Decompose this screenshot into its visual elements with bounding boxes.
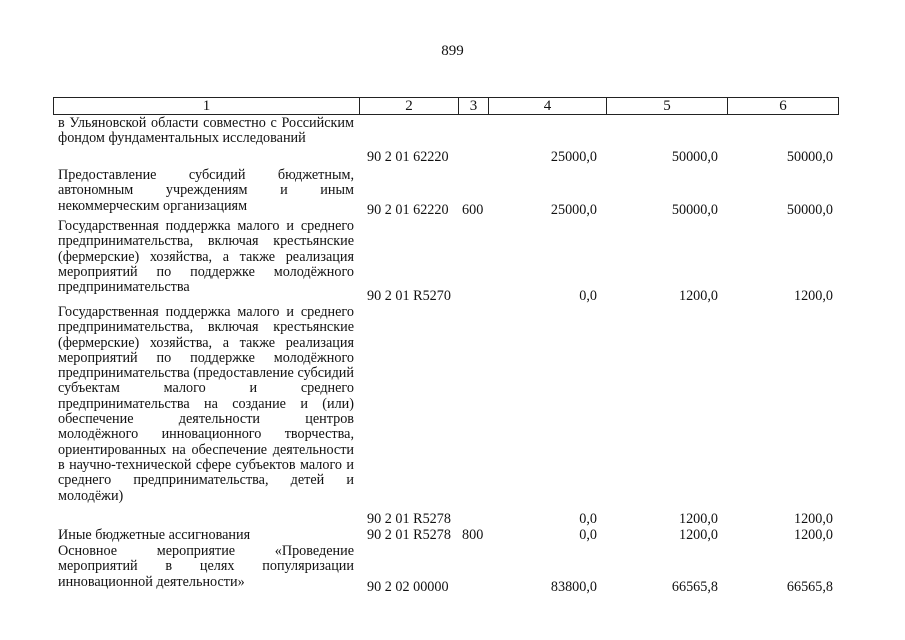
row-description: Основное мероприятие «Проведение мероприятий в целях популяризации инновационной деятельности» xyxy=(58,543,354,590)
row-value-col4: 0,0 xyxy=(579,288,597,304)
row-value-col6: 50000,0 xyxy=(786,202,833,218)
row-description: Государственная поддержка малого и среднего предпринимательства, включая крестьянские (фермерские) хозяйства, а также реализация мероприятий по поддержке молодёжного предпринимательства (предоставление субсидий субъектам малого и среднего предпринимательства на создание и (или) обеспечение деятельности центров молодёжного инновационного творчества, ориентированных на обеспечение деятельности в научно-технической сфере субъектов малого и среднего предпринимательства, детей и молодёжи) xyxy=(58,304,354,504)
row-description: Предоставление субсидий бюджетным, автономным учреждениям и иным некоммерческим организациям xyxy=(58,167,354,214)
row-code: 90 2 01 R5270 xyxy=(367,288,451,304)
column-header-6: 6 xyxy=(728,98,839,115)
row-description: Иные бюджетные ассигнования xyxy=(58,527,251,543)
row-value-col4: 0,0 xyxy=(579,511,597,527)
row-value-col5: 50000,0 xyxy=(671,202,718,218)
row-value-col6: 1200,0 xyxy=(793,511,833,527)
row-code: 90 2 01 R5278 xyxy=(367,527,451,543)
row-value-col5: 1200,0 xyxy=(678,288,718,304)
column-header-1: 1 xyxy=(54,98,360,115)
row-vr: 600 xyxy=(462,202,484,218)
row-value-col6: 1200,0 xyxy=(793,527,833,543)
column-header-5: 5 xyxy=(607,98,728,115)
row-value-col6: 50000,0 xyxy=(786,149,833,165)
row-value-col5: 50000,0 xyxy=(671,149,718,165)
row-code: 90 2 01 62220 xyxy=(367,202,449,218)
row-value-col4: 25000,0 xyxy=(550,149,597,165)
row-value-col4: 0,0 xyxy=(579,527,597,543)
row-value-col5: 1200,0 xyxy=(678,527,718,543)
row-value-col6: 1200,0 xyxy=(793,288,833,304)
column-header-4: 4 xyxy=(489,98,607,115)
column-header-3: 3 xyxy=(459,98,489,115)
row-vr: 800 xyxy=(462,527,484,543)
table-header xyxy=(53,97,839,115)
page-number: 899 xyxy=(441,43,464,59)
row-value-col5: 66565,8 xyxy=(671,579,718,595)
column-header-2: 2 xyxy=(360,98,459,115)
row-value-col5: 1200,0 xyxy=(678,511,718,527)
row-description: в Ульяновской области совместно с Российским фондом фундаментальных исследований xyxy=(58,115,354,147)
row-value-col4: 25000,0 xyxy=(550,202,597,218)
row-code: 90 2 01 62220 xyxy=(367,149,449,165)
row-code: 90 2 01 R5278 xyxy=(367,511,451,527)
row-value-col4: 83800,0 xyxy=(550,579,597,595)
row-value-col6: 66565,8 xyxy=(786,579,833,595)
row-code: 90 2 02 00000 xyxy=(367,579,449,595)
row-description: Государственная поддержка малого и среднего предпринимательства, включая крестьянские (фермерские) хозяйства, а также реализация мероприятий по поддержке молодёжного предпринимательства xyxy=(58,218,354,296)
